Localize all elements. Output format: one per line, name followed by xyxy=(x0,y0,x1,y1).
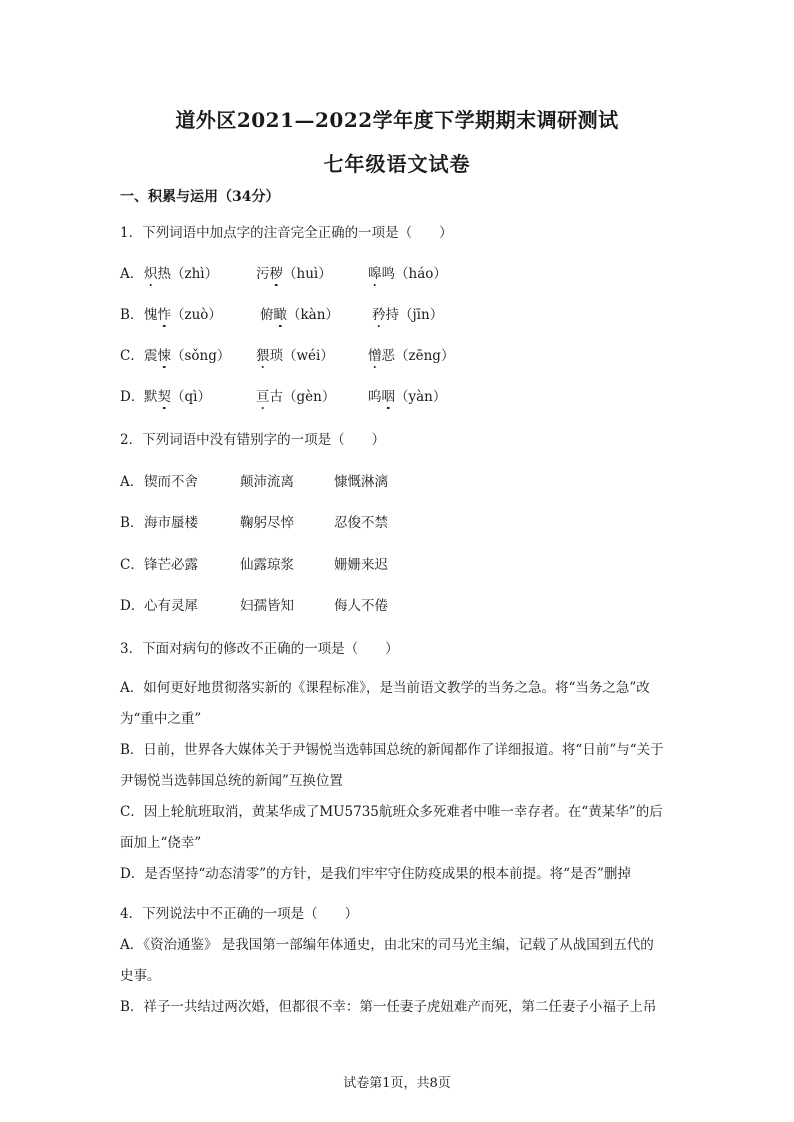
dotted-char: 怍 xyxy=(157,307,171,323)
question-2-option-a xyxy=(120,473,680,491)
dotted-char: 炽 xyxy=(144,266,158,282)
option-word: 鞠躬尽悴 xyxy=(240,515,294,531)
option-word: 海市蜃楼 xyxy=(144,515,198,531)
dotted-char: 秽 xyxy=(269,266,283,282)
dotted-char: 契 xyxy=(157,389,171,405)
option-label: C． xyxy=(120,557,144,573)
question-3-option-b: B．日前，世界各大媒体关于尹锡悦当选韩国总统的新闻都作了详细报道。将“日前”与“关于 xyxy=(120,742,664,758)
dotted-char: 瞰 xyxy=(273,307,287,323)
option-word: 炽热（zhì） xyxy=(144,266,219,282)
option-word: 仙露琼浆 xyxy=(240,557,294,573)
dotted-char: 嗥 xyxy=(368,266,382,282)
option-word: 矜持（jīn） xyxy=(372,307,444,323)
option-word: 震悚（sǒng） xyxy=(144,348,231,364)
option-word: 侮人不倦 xyxy=(334,598,388,614)
question-1-stem: 1．下列词语中加点字的注音完全正确的一项是（ ） xyxy=(120,225,453,241)
option-word: 颠沛流离 xyxy=(240,474,294,490)
option-word: 忍俊不禁 xyxy=(334,515,388,531)
question-3-option-d: D．是否坚持“动态清零”的方针，是我们牢牢守住防疫成果的根本前提。将“是否”删掉 xyxy=(120,866,631,882)
question-1-option-d xyxy=(120,388,680,406)
question-3-option-c-cont: 面加上“侥幸” xyxy=(120,835,202,851)
option-label: A． xyxy=(120,474,144,490)
question-3-option-b-cont: 尹锡悦当选韩国总统的新闻”互换位置 xyxy=(120,773,343,789)
page-footer: 试卷第1页，共8页 xyxy=(343,1076,451,1091)
question-4-option-b: B．祥子一共结过两次婚，但都很不幸：第一任妻子虎妞难产而死，第二任妻子小福子上吊 xyxy=(120,999,657,1015)
option-word: 污秽（huì） xyxy=(256,266,332,282)
exam-subtitle: 七年级语文试卷 xyxy=(323,152,471,176)
dotted-char: 咽 xyxy=(381,389,395,405)
dotted-char: 亘 xyxy=(256,389,270,405)
dotted-char: 憎 xyxy=(368,348,382,364)
question-3-stem: 3．下面对病句的修改不正确的一项是（ ） xyxy=(120,641,399,657)
dotted-char: 猥 xyxy=(256,348,270,364)
dotted-char: 悚 xyxy=(157,348,171,364)
option-word: 愧怍（zuò） xyxy=(144,307,222,323)
option-label: D． xyxy=(120,598,145,614)
option-label: A． xyxy=(120,266,144,282)
exam-title: 道外区2021—2022学年度下学期期末调研测试 xyxy=(175,108,619,132)
option-word: 慷慨淋漓 xyxy=(334,474,388,490)
option-word: 默契（qì） xyxy=(144,389,211,405)
option-word: 锋芒必露 xyxy=(144,557,198,573)
section-heading: 一、积累与运用（34分） xyxy=(120,189,280,205)
question-2-option-c xyxy=(120,556,680,574)
option-word: 嗥鸣（háo） xyxy=(368,266,447,282)
question-2-stem: 2．下列词语中没有错别字的一项是（ ） xyxy=(120,432,386,448)
question-1-option-c xyxy=(120,347,680,365)
option-word: 妇孺皆知 xyxy=(240,598,294,614)
option-word: 猥琐（wéi） xyxy=(256,348,334,364)
option-word: 姗姗来迟 xyxy=(334,557,388,573)
question-1-option-b xyxy=(120,306,680,324)
option-word: 俯瞰（kàn） xyxy=(260,307,339,323)
option-word: 憎恶（zēng） xyxy=(368,348,455,364)
dotted-char: 矜 xyxy=(372,307,386,323)
question-2-option-d xyxy=(120,597,680,615)
option-label: B． xyxy=(120,515,144,531)
option-word: 亘古（gèn） xyxy=(256,389,336,405)
option-word: 呜咽（yàn） xyxy=(368,389,447,405)
option-label: D． xyxy=(120,389,145,405)
question-4-stem: 4．下列说法中不正确的一项是（ ） xyxy=(120,906,359,922)
question-3-option-c: C．因上轮航班取消，黄某华成了MU5735航班众多死难者中唯一幸存者。在“黄某华”的后 xyxy=(120,804,663,820)
question-1-option-a xyxy=(120,265,680,283)
option-word: 心有灵犀 xyxy=(144,598,198,614)
option-label: C． xyxy=(120,348,144,364)
question-4-option-a-cont: 史事。 xyxy=(120,968,161,984)
option-word: 锲而不舍 xyxy=(144,474,198,490)
question-3-option-a: A．如何更好地贯彻落实新的《课程标准》，是当前语文教学的当务之急。将“当务之急”改 xyxy=(120,680,650,696)
question-3-option-a-cont: 为“重中之重” xyxy=(120,711,202,727)
option-label: B． xyxy=(120,307,144,323)
question-4-option-a: A．《资治通鉴》 是我国第一部编年体通史，由北宋的司马光主编，记载了从战国到五代的 xyxy=(120,937,654,953)
question-2-option-b xyxy=(120,514,680,532)
